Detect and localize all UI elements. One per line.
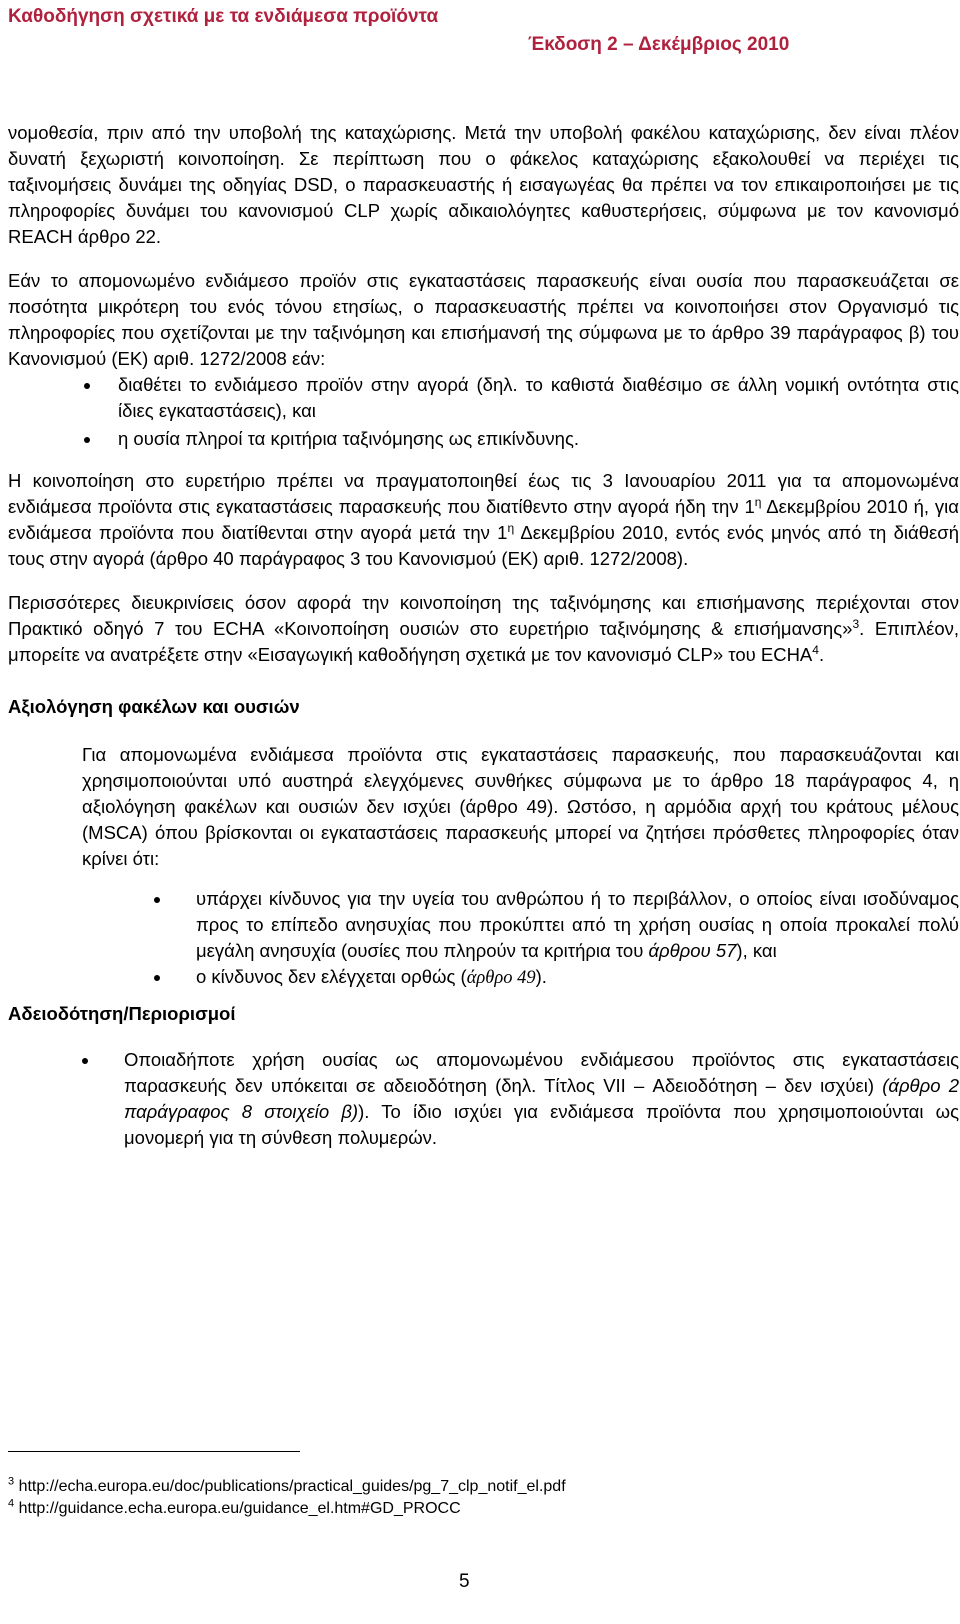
text-run: ο κίνδυνος δεν ελέγχεται ορθώς (	[196, 966, 467, 987]
emphasis: (άρθρο 2 παράγραφος 8 στοιχείο β)	[124, 1075, 959, 1122]
footnote-link[interactable]: http://echa.europa.eu/doc/publications/practical_guides/pg_7_clp_notif_el.pdf	[18, 1478, 566, 1495]
footnote-separator	[8, 1451, 300, 1452]
text-run: Οποιαδήποτε χρήση ουσίας ως απομονωμένου ενδιάμεσου προϊόντος στις εγκαταστάσεις παρασκευής δεν υπόκειται σε αδειοδότηση (δηλ. Τίτλος VII – Αδειοδότηση – δεν ισχύει)	[124, 1049, 959, 1096]
page-number: 5	[459, 1571, 470, 1592]
paragraph-2: Εάν το απομονωμένο ενδιάμεσο προϊόν στις εγκαταστάσεις παρασκευής είναι ουσία που παρασκευάζεται σε ποσότητα μικρότερη του ενός τόνου ετησίως, ο παρασκευαστής πρέπει να κοινοποιήσει στον Οργανισμό τις πληροφορίες που σχετίζονται με την ταξινόμηση και επισήμανσή της σύμφωνα με το άρθρο 39 παράγραφος β) του Κανονισμού (ΕΚ) αριθ. 1272/2008 εάν:	[8, 270, 959, 369]
footnote-number: 3	[8, 1475, 15, 1488]
text-run: Περισσότερες διευκρινίσεις όσον αφορά την κοινοποίηση της ταξινόμησης και επισήμανσης περιέχονται στον Πρακτικό οδηγό 7 του ECHA «Κοινοποίηση ουσιών στο ευρετήριο ταξινόμησης & επισήμανσης»	[8, 592, 959, 639]
list-item	[196, 964, 959, 991]
bullet-list-2	[8, 886, 959, 991]
text-run: υπάρχει κίνδυνος για την υγεία του ανθρώπου ή το περιβάλλον, ο οποίος είναι ισοδύναμος προς το επίπεδο ανησυχίας που προκύπτει από τη χρήση ουσίας η οποία προκαλεί πολύ μεγάλη ανησυχία (ουσίες που πληρούν τα κριτήρια του	[196, 888, 959, 961]
bullet-list-3	[8, 1047, 959, 1151]
footnote-ref: 4	[812, 642, 819, 657]
emphasis: άρθρου 57	[648, 940, 737, 961]
text-run: ).	[535, 966, 547, 987]
section-heading-authorisation: Αδειοδότηση/Περιορισμοί	[8, 1003, 236, 1024]
footnote-number: 4	[8, 1497, 15, 1510]
text-run: ). Το ίδιο ισχύει για ενδιάμεσα προϊόντα που χρησιμοποιούνται ως μονομερή για τη σύνθεση πολυμερών.	[124, 1101, 960, 1148]
text-run: Δεκεμβρίου 2010 ή, για ενδιάμεσα προϊόντα που διατίθενται στην αγορά μετά την 1	[8, 496, 959, 543]
superscript: η	[754, 494, 762, 509]
superscript: η	[507, 520, 515, 535]
text-run: Η κοινοποίηση στο ευρετήριο πρέπει να πραγματοποιηθεί έως τις 3 Ιανουαρίου 2011 για τα απομονωμένα ενδιάμεσα προϊόντα στις εγκαταστάσεις παρασκευής που διατίθεντο στην αγορά ήδη την 1	[8, 470, 959, 517]
footnote-4	[8, 1499, 461, 1519]
footnote-ref: 3	[852, 616, 860, 631]
text-run: . Επιπλέον, μπορείτε να ανατρέξετε στην «Εισαγωγική καθοδήγηση σχετικά με τον κανονισμό CLP» του ECHA	[8, 618, 959, 665]
text-run: .	[818, 644, 825, 665]
paragraph-3	[8, 468, 959, 572]
list-item	[196, 886, 959, 964]
page-body	[8, 120, 959, 1151]
footnote-link[interactable]: http://guidance.echa.europa.eu/guidance_el.htm#GD_PROCC	[18, 1500, 461, 1517]
paragraph-1: νομοθεσία, πριν από την υποβολή της καταχώρισης. Μετά την υποβολή φακέλου καταχώρισης, δεν είναι πλέον δυνατή ξεχωριστή κοινοποίηση. Σε περίπτωση που ο φάκελος καταχώρισης εξακολουθεί να περιέχει τις ταξινομήσεις δυνάμει της οδηγίας DSD, ο παρασκευαστής ή εισαγωγέας θα πρέπει να τον επικαιροποιήσει με τις πληροφορίες δυνάμει του κανονισμού CLP χωρίς αδικαιολόγητες καθυστερήσεις, σύμφωνα με τον κανονισμό REACH άρθρο 22.	[8, 122, 959, 247]
list-item	[124, 1047, 959, 1151]
text-run: Δεκεμβρίου 2010, εντός ενός μηνός από τη διάθεσή τους στην αγορά (άρθρο 40 παράγραφος 3 του Κανονισμού (ΕΚ) αριθ. 1272/2008).	[8, 522, 959, 569]
paragraph-4	[8, 590, 959, 668]
header-edition: Έκδοση 2 – Δεκέμβριος 2010	[528, 34, 790, 55]
header-title: Καθοδήγηση σχετικά με τα ενδιάμεσα προϊόντα	[8, 6, 439, 27]
list-item: η ουσία πληροί τα κριτήρια ταξινόμησης ως επικίνδυνης.	[118, 426, 959, 452]
section-heading-evaluation: Αξιολόγηση φακέλων και ουσιών	[8, 696, 300, 717]
footnote-3	[8, 1477, 566, 1497]
paragraph-5: Για απομονωμένα ενδιάμεσα προϊόντα στις εγκαταστάσεις παρασκευής, που παρασκευάζονται και χρησιμοποιούνται υπό αυστηρά ελεγχόμενες συνθήκες σύμφωνα με το άρθρο 18 παράγραφος 4, η αξιολόγηση φακέλων και ουσιών δεν ισχύει (άρθρο 49). Ωστόσο, η αρμόδια αρχή του κράτους μέλους (MSCA) όπου βρίσκονται οι εγκαταστάσεις παρασκευής μπορεί να ζητήσει πρόσθετες πληροφορίες όταν κρίνει ότι:	[82, 744, 959, 869]
text-run: ), και	[736, 940, 777, 961]
emphasis: άρθρο 49	[466, 968, 536, 988]
list-item: διαθέτει το ενδιάμεσο προϊόν στην αγορά (δηλ. το καθιστά διαθέσιμο σε άλλη νομική οντότητα στις ίδιες εγκαταστάσεις), και	[118, 372, 959, 424]
bullet-list-1	[8, 372, 959, 452]
